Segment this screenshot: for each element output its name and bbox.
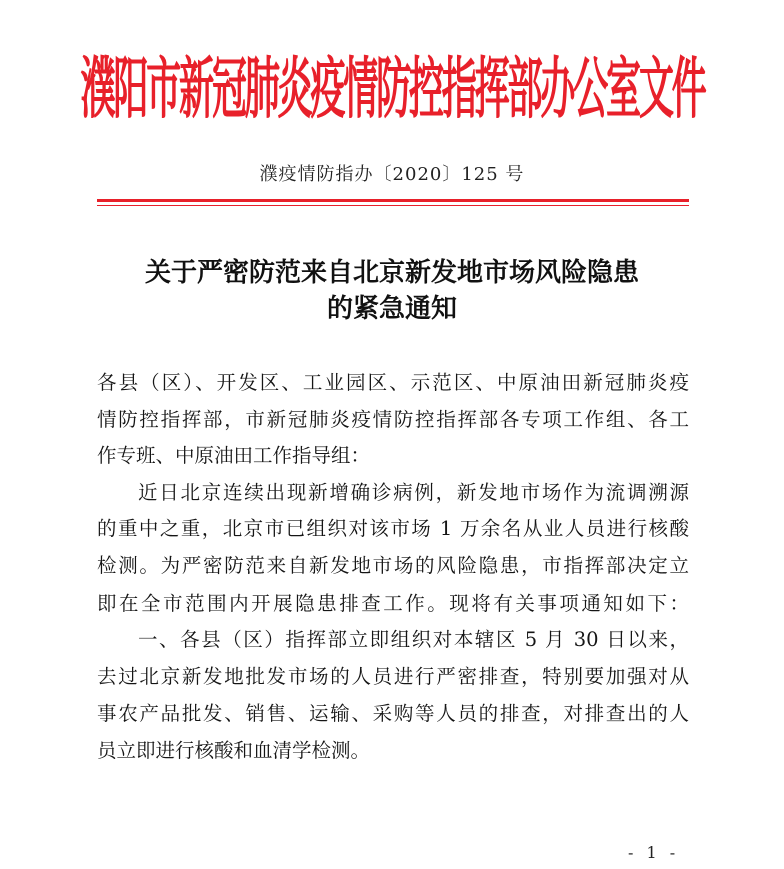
red-header [80,34,704,134]
body-line: 一、各县（区）指挥部立即组织对本辖区 5 月 30 日以来， [138,628,689,651]
body-line: 各县（区）、开发区、工业园区、示范区、中原油田新冠肺炎疫 [97,371,689,394]
body-line: 检测。为严密防范来自新发地市场的风险隐患，市指挥部决定立 [97,554,689,577]
body-line: 员立即进行核酸和血清学检测。 [97,739,371,762]
body-line: 去过北京新发地批发市场的人员进行严密排查，特别要加强对从 [97,665,689,688]
page-number: - 1 - [628,843,680,862]
body-line: 作专班、中原油田工作指导组： [97,444,371,467]
body-line: 即在全市范围内开展隐患排查工作。现将有关事项通知如下： [97,592,689,615]
body-line: 事农产品批发、销售、运输、采购等人员的排查，对排查出的人 [97,702,689,725]
red-divider-thin [97,205,689,206]
notice-title-line-2: 的紧急通知 [326,294,457,324]
body-line: 情防控指挥部，市新冠肺炎疫情防控指挥部各专项工作组、各工 [97,408,689,431]
body-line: 的重中之重，北京市已组织对该市场 1 万余名从业人员进行核酸 [97,517,689,540]
body-line: 近日北京连续出现新增确诊病例，新发地市场作为流调溯源 [138,481,689,504]
notice-title-line-1: 关于严密防范来自北京新发地市场风险隐患 [144,258,639,288]
red-divider-thick [97,199,689,202]
document-number: 濮疫情防指办〔2020〕125 号 [259,164,525,185]
issuer-title: 濮阳市新冠肺炎疫情防控指挥部办公室文件 [80,49,704,128]
